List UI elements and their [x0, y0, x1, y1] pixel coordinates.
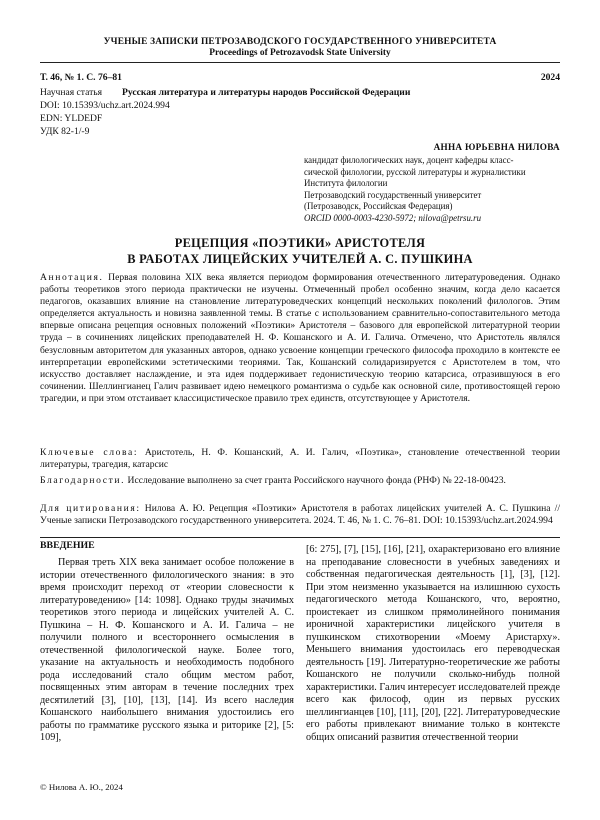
abstract	[40, 272, 560, 405]
citation	[40, 503, 560, 527]
author-line: кандидат филологических наук, доцент кафедры класс-	[304, 155, 514, 165]
citation-label: Для цитирования:	[40, 503, 141, 514]
header-divider	[40, 62, 560, 63]
article-title-line2: В РАБОТАХ ЛИЦЕЙСКИХ УЧИТЕЛЕЙ А. С. ПУШКИНА	[127, 252, 473, 266]
author-affiliation	[304, 155, 564, 225]
section-divider	[40, 537, 560, 538]
author-line: Петрозаводский государственный университет	[304, 189, 482, 200]
author-contact[interactable]: ORCID 0000-0003-4230-5972; nilova@petrsu.ru	[304, 212, 482, 223]
udk: УДК 82-1/-9	[40, 126, 90, 137]
year: 2024	[540, 72, 560, 83]
abstract-text: Первая половина XIX века является периодом формирования отечественного литературоведения. Однако работы теоретиков этого периода практически не изучены. Отмеченный пробел особенно значим, когда дело касается педагогов, оказавших влияние на становление литературоведческих концепций нескольких поколений филологов. Этим определяется актуальность и новизна заявленной темы. В статье с использованием сравнительно-сопоставительного метода впервые описана рецепция основных положений «Поэтики» Аристотеля – базового для европейской литературной теории труда – в сочинениях лицейских преподавателей Н. Ф. Кошанского и А. И. Галича. Отмечено, что Аристотель являлся безусловным авторитетом для указанных авторов, однако усвоение концепции греческого философа проходило в контексте ее интерпретации европейскими эстетическими теориями. Так, Кошанский солидаризируется с Аристотелем в том, что искусство доставляет наслаждение, и эта идея поддерживает гедонистическую теорию катарсиса, отразившуюся в его сочинении. Шеллингианец Галич развивает идею немецкого романтизма о судьбе как основной силе, противостоящей герою трагедии, и при этом отстаивает классицистическое правило трех единств, отсутствующее у Аристотеля.	[40, 272, 560, 404]
edn: EDN: YLDEDF	[40, 113, 103, 124]
abstract-label: Аннотация.	[40, 272, 104, 283]
acknowledgments-text: Исследование выполнено за счет гранта Российского научного фонда (РНФ) № 22-18-00423.	[127, 475, 506, 486]
volume-info: Т. 46, № 1. С. 76–81	[40, 72, 122, 83]
author-line: Института филологии	[304, 178, 388, 189]
copyright: © Нилова А. Ю., 2024	[40, 782, 123, 792]
doi[interactable]: DOI: 10.15393/uchz.art.2024.994	[40, 100, 170, 111]
article-title-line1: РЕЦЕПЦИЯ «ПОЭТИКИ» АРИСТОТЕЛЯ	[174, 236, 426, 250]
author-line: (Петрозаводск, Российская Федерация)	[304, 201, 453, 212]
intro-column-left: Первая треть XIX века занимает особое положение в истории отечественного филологического знания: в это время происходит переход от «теории словесности к литературоведению» [14: 1098]. Однако труды значимых теоретиков этого периода и лицейских учителей А. С. Пушкина – Н. Ф. Кошанского и А. И. Галича – не получили полного и всестороннего осмысления в отечественной филологической науке. Более того, указание на актуальность и необходимость подобного рода исследований стало общим местом работ, посвященных этим авторам в течение последних трех десятилетий [3], [10], [13], [14]. Из всего наследия Кошанского наибольшего внимания удостоились его работы по грамматике русского языка и риторике [2], [5: 109],	[40, 557, 294, 743]
journal-title-ru: УЧЕНЫЕ ЗАПИСКИ ПЕТРОЗАВОДСКОГО ГОСУДАРСТВЕННОГО УНИВЕРСИТЕТА	[103, 37, 497, 47]
article-type: Научная статья	[40, 87, 103, 98]
acknowledgments-label: Благодарности.	[40, 475, 126, 486]
keywords	[40, 447, 560, 471]
author-name: АННА ЮРЬЕВНА НИЛОВА	[433, 142, 560, 152]
intro-heading: ВВЕДЕНИЕ	[40, 540, 95, 551]
author-line: сической филологии, русской литературы и журналистики	[304, 166, 526, 177]
journal-title-en: Proceedings of Petrozavodsk State University	[209, 48, 391, 58]
intro-column-right: [6: 275], [7], [15], [16], [21], охарактеризовано его влияние на преподавание словесности в учебных заведениях и собственная педагогическая деятельность [1], [3], [12]. При этом неизменно указывается на излишнюю сухость педагогического метода Кошанского, что, вероятно, проистекает из слишком прямолинейного понимания ироничной характеристики лицейского учителя в пушкинском стихотворении «Моему Аристарху». Меньшего внимания удостоилась его переводческая деятельность [19]. Литературно-теоретические же работы Кошанского не получили сколько-нибудь полной характеристики. Галич интересует исследователей прежде всего как философ, один из первых русских шеллингианцев [10], [11], [20], [22]. Литературоведческие его работы привлекают внимание только в контексте общих описаний развития отечественной теории	[306, 544, 560, 743]
acknowledgments	[40, 475, 560, 487]
journal-section: Русская литература и литературы народов Российской Федерации	[122, 87, 411, 98]
keywords-text: Аристотель, Н. Ф. Кошанский, А. И. Галич, «Поэтика», становление отечественной теории литературы, трагедия, катарсис	[40, 447, 561, 471]
keywords-label: Ключевые слова:	[40, 447, 139, 458]
citation-text: Нилова А. Ю. Рецепция «Поэтики» Аристотеля в работах лицейских учителей А. С. Пушкина // Ученые записки Петрозаводского государственного университета. 2024. Т. 46, № 1. С. 76–81. DOI: 10.15393/uchz.art.2024.994	[40, 503, 560, 527]
